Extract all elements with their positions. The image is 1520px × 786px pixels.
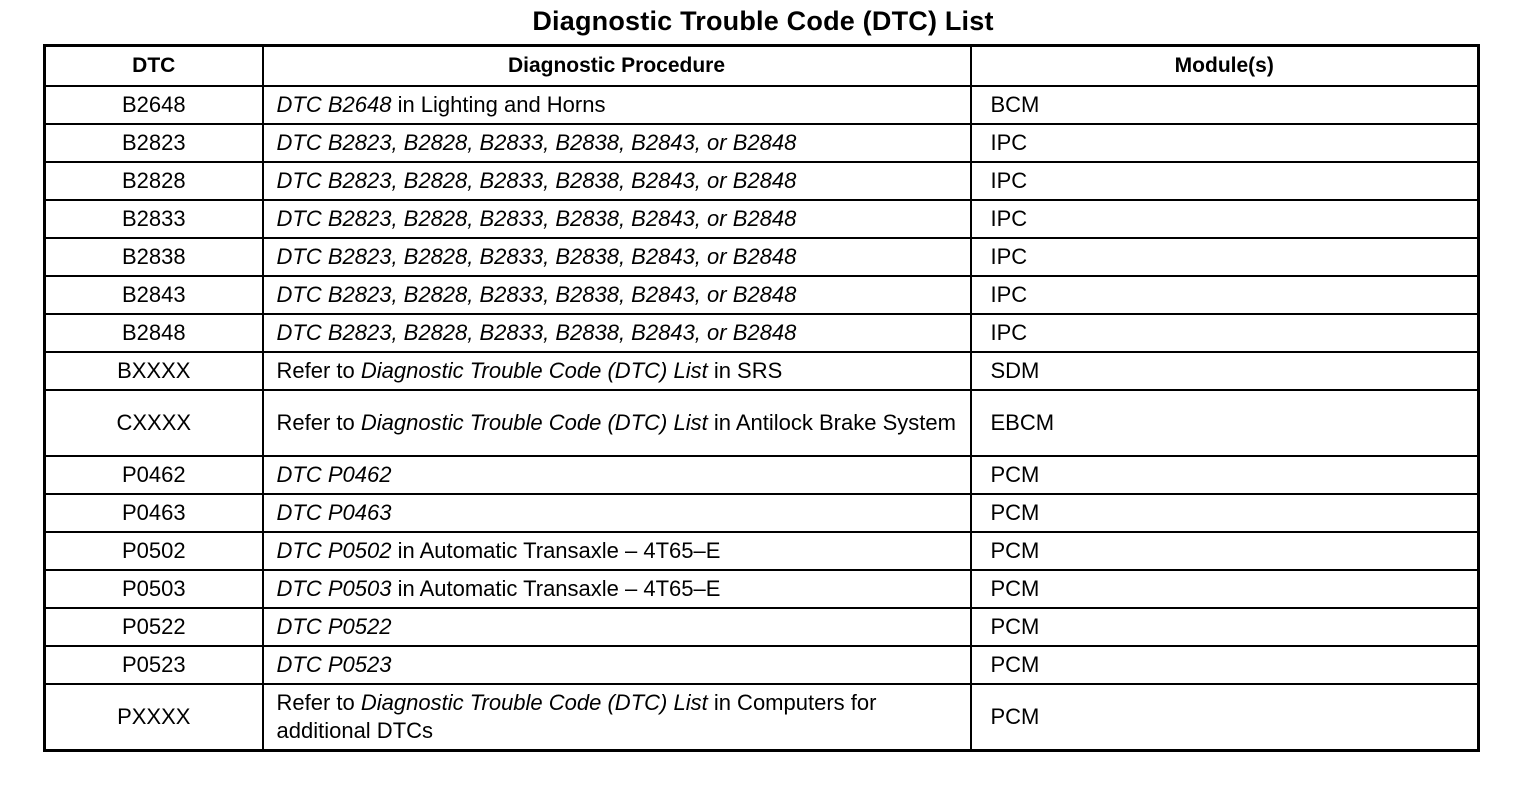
table-row	[45, 684, 1479, 751]
table-row	[45, 532, 1479, 570]
table-row	[45, 456, 1479, 494]
diagnostic-procedure-cell	[263, 352, 971, 390]
table-row	[45, 570, 1479, 608]
table-header-row	[45, 46, 1479, 87]
diagnostic-procedure-cell	[263, 238, 971, 276]
diagnostic-procedure-cell	[263, 276, 971, 314]
dtc-code-cell: B2823	[45, 124, 263, 162]
module-cell: IPC	[971, 162, 1479, 200]
dtc-code-cell: P0463	[45, 494, 263, 532]
dtc-code-cell: B2833	[45, 200, 263, 238]
dtc-code-cell: P0462	[45, 456, 263, 494]
procedure-reference-text: DTC B2823, B2828, B2833, B2838, B2843, or B2848	[276, 320, 797, 345]
module-cell: IPC	[971, 276, 1479, 314]
dtc-code-cell: CXXXX	[45, 390, 263, 456]
module-cell: PCM	[971, 494, 1479, 532]
diagnostic-procedure-cell	[263, 86, 971, 124]
procedure-reference-text: Diagnostic Trouble Code (DTC) List	[360, 690, 708, 715]
dtc-code-cell: P0502	[45, 532, 263, 570]
module-cell: EBCM	[971, 390, 1479, 456]
diagnostic-procedure-cell	[263, 314, 971, 352]
diagnostic-procedure-cell	[263, 124, 971, 162]
dtc-code-cell: PXXXX	[45, 684, 263, 751]
table-row	[45, 86, 1479, 124]
procedure-reference-text: DTC P0523	[276, 652, 392, 677]
diagnostic-procedure-cell	[263, 532, 971, 570]
module-cell: IPC	[971, 238, 1479, 276]
module-cell: PCM	[971, 646, 1479, 684]
table-body	[45, 86, 1479, 751]
table-row	[45, 276, 1479, 314]
dtc-code-cell: B2838	[45, 238, 263, 276]
procedure-reference-text: DTC B2823, B2828, B2833, B2838, B2843, or B2848	[276, 130, 797, 155]
module-cell: PCM	[971, 684, 1479, 751]
dtc-code-cell: B2648	[45, 86, 263, 124]
procedure-text: Refer to	[276, 690, 361, 715]
module-cell: IPC	[971, 314, 1479, 352]
dtc-code-cell: B2848	[45, 314, 263, 352]
module-cell: PCM	[971, 608, 1479, 646]
procedure-reference-text: DTC B2823, B2828, B2833, B2838, B2843, or B2848	[276, 244, 797, 269]
procedure-reference-text: DTC P0522	[276, 614, 392, 639]
dtc-code-cell: P0503	[45, 570, 263, 608]
table-row	[45, 124, 1479, 162]
diagnostic-procedure-cell	[263, 608, 971, 646]
procedure-reference-text: DTC B2823, B2828, B2833, B2838, B2843, or B2848	[276, 206, 797, 231]
procedure-text: in Lighting and Horns	[391, 92, 606, 117]
procedure-reference-text: DTC P0462	[276, 462, 392, 487]
column-header-procedure: Diagnostic Procedure	[263, 46, 971, 87]
table-row	[45, 646, 1479, 684]
diagnostic-procedure-cell	[263, 390, 971, 456]
procedure-reference-text: DTC B2648	[276, 92, 392, 117]
dtc-code-cell: BXXXX	[45, 352, 263, 390]
diagnostic-procedure-cell	[263, 456, 971, 494]
dtc-table	[43, 44, 1480, 752]
module-cell: PCM	[971, 570, 1479, 608]
procedure-text: in Computers for additional DTCs	[276, 690, 877, 743]
procedure-reference-text: DTC B2823, B2828, B2833, B2838, B2843, or B2848	[276, 282, 797, 307]
procedure-text: in Automatic Transaxle – 4T65–E	[391, 538, 721, 563]
table-row	[45, 314, 1479, 352]
diagnostic-procedure-cell	[263, 684, 971, 751]
procedure-reference-text: DTC B2823, B2828, B2833, B2838, B2843, or B2848	[276, 168, 797, 193]
table-row	[45, 352, 1479, 390]
module-cell: PCM	[971, 532, 1479, 570]
dtc-code-cell: P0523	[45, 646, 263, 684]
procedure-reference-text: DTC P0502	[276, 538, 392, 563]
dtc-code-cell: B2828	[45, 162, 263, 200]
procedure-text: in Antilock Brake System	[707, 410, 956, 435]
diagnostic-procedure-cell	[263, 494, 971, 532]
column-header-dtc: DTC	[45, 46, 263, 87]
table-row	[45, 238, 1479, 276]
table-row	[45, 608, 1479, 646]
dtc-code-cell: B2843	[45, 276, 263, 314]
table-row	[45, 390, 1479, 456]
module-cell: SDM	[971, 352, 1479, 390]
module-cell: IPC	[971, 200, 1479, 238]
module-cell: IPC	[971, 124, 1479, 162]
module-cell: PCM	[971, 456, 1479, 494]
table-row	[45, 494, 1479, 532]
procedure-reference-text: DTC P0503	[276, 576, 392, 601]
page-title: Diagnostic Trouble Code (DTC) List	[532, 6, 994, 36]
diagnostic-procedure-cell	[263, 200, 971, 238]
procedure-text: in Automatic Transaxle – 4T65–E	[391, 576, 721, 601]
table-row	[45, 162, 1479, 200]
procedure-text: Refer to	[276, 410, 361, 435]
procedure-reference-text: Diagnostic Trouble Code (DTC) List	[360, 358, 708, 383]
column-header-modules: Module(s)	[971, 46, 1479, 87]
diagnostic-procedure-cell	[263, 646, 971, 684]
table-row	[45, 200, 1479, 238]
procedure-text: in SRS	[707, 358, 783, 383]
procedure-reference-text: Diagnostic Trouble Code (DTC) List	[360, 410, 708, 435]
diagnostic-procedure-cell	[263, 162, 971, 200]
module-cell: BCM	[971, 86, 1479, 124]
dtc-code-cell: P0522	[45, 608, 263, 646]
procedure-reference-text: DTC P0463	[276, 500, 392, 525]
procedure-text: Refer to	[276, 358, 361, 383]
diagnostic-procedure-cell	[263, 570, 971, 608]
